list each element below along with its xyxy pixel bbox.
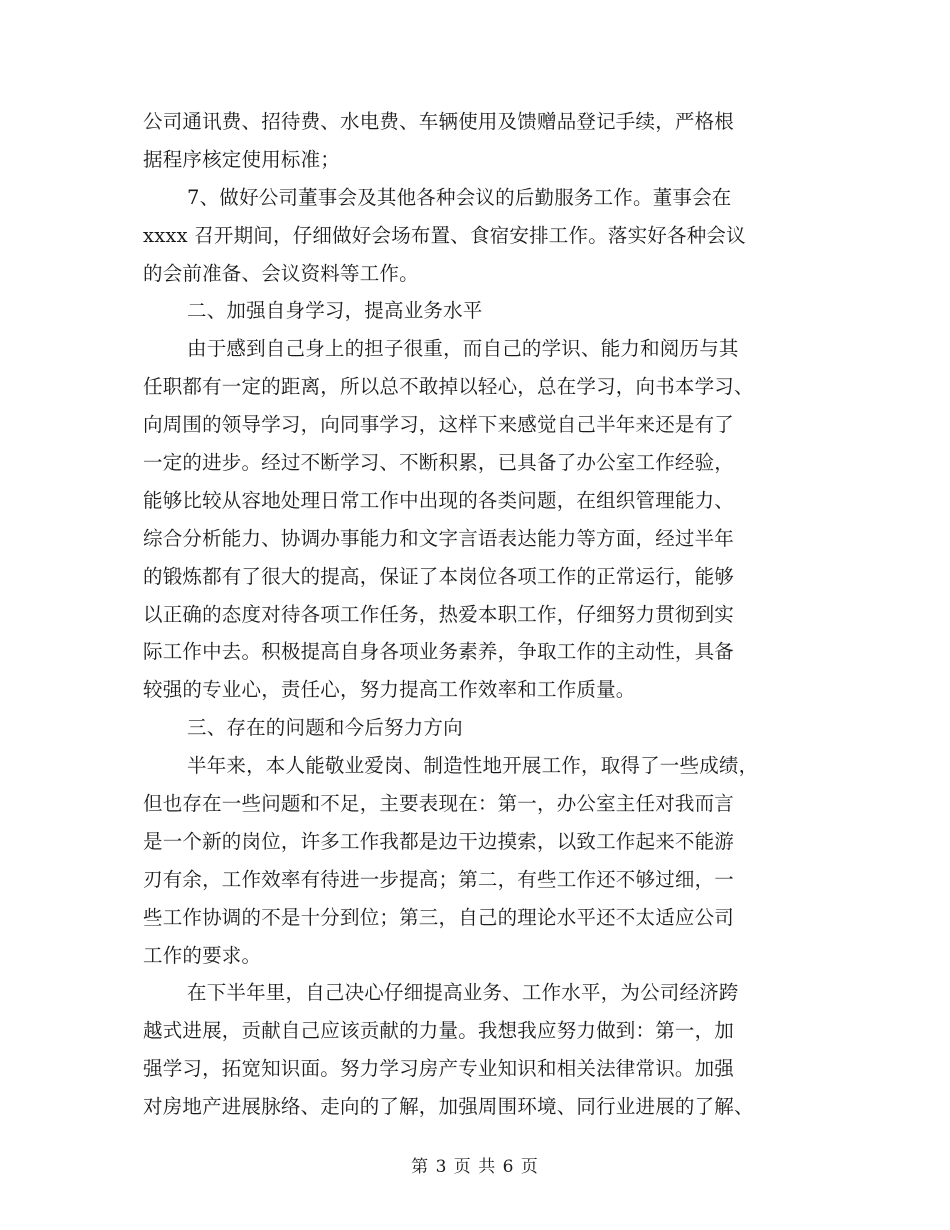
paragraph-start: 在下半年里，自己决心仔细提高业务、工作水平，为公司经济跨 — [187, 981, 739, 1005]
body-line: 一定的进步。经过不断学习、不断积累，已具备了办公室工作经验， — [143, 451, 735, 475]
body-line: 但也存在一些问题和不足，主要表现在：第一，办公室主任对我而言 — [143, 792, 735, 816]
list-item-7: 7、做好公司董事会及其他各种会议的后勤服务工作。董事会在 — [187, 185, 732, 209]
body-line: 综合分析能力、协调办事能力和文字言语表达能力等方面，经过半年 — [143, 526, 735, 550]
paragraph-start: 由于感到自己身上的担子很重，而自己的学识、能力和阅历与其 — [187, 337, 739, 361]
document-body — [143, 103, 803, 1126]
body-line: 以正确的态度对待各项工作任务，热爱本职工作，仔细努力贯彻到实 — [143, 602, 735, 626]
body-line: 强学习，拓宽知识面。努力学习房产专业知识和相关法律常识。加强 — [143, 1057, 735, 1081]
section-heading-3: 三、存在的问题和今后努力方向 — [187, 716, 463, 740]
body-line: 刃有余，工作效率有待进一步提高；第二，有些工作还不够过细，一 — [143, 867, 735, 891]
body-line: 较强的专业心，责任心，努力提高工作效率和工作质量。 — [143, 678, 636, 702]
body-line: 越式进展，贡献自己应该贡献的力量。我想我应努力做到：第一，加 — [143, 1019, 735, 1043]
body-line: 些工作协调的不是十分到位；第三，自己的理论水平还不太适应公司 — [143, 905, 735, 929]
body-line: xxxx 召开期间，仔细做好会场布置、食宿安排工作。落实好各种会议 — [143, 223, 746, 247]
body-line: 的会前准备、会议资料等工作。 — [143, 261, 419, 285]
body-line: 际工作中去。积极提高自身各项业务素养，争取工作的主动性，具备 — [143, 640, 735, 664]
body-line: 对房地产进展脉络、走向的了解，加强周围环境、同行业进展的了解、 — [143, 1095, 754, 1119]
paragraph-start: 半年来，本人能敬业爱岗、制造性地开展工作，取得了一些成绩， — [187, 754, 759, 778]
body-line: 的锻炼都有了很大的提高，保证了本岗位各项工作的正常运行，能够 — [143, 564, 735, 588]
section-heading-2: 二、加强自身学习，提高业务水平 — [187, 299, 483, 323]
body-line: 公司通讯费、招待费、水电费、车辆使用及馈赠品登记手续，严格根 — [143, 110, 735, 133]
page-number-footer: 第 3 页 共 6 页 — [411, 1157, 539, 1177]
body-line: 工作的要求。 — [143, 943, 262, 967]
body-line: 能够比较从容地处理日常工作中出现的各类问题，在组织管理能力、 — [143, 488, 735, 512]
body-line: 任职都有一定的距离，所以总不敢掉以轻心，总在学习，向书本学习、 — [143, 375, 754, 399]
body-line: 向周围的领导学习，向同事学习，这样下来感觉自己半年来还是有了 — [143, 413, 735, 437]
body-line: 据程序核定使用标准； — [143, 147, 341, 171]
body-line: 是一个新的岗位，许多工作我都是边干边摸索，以致工作起来不能游 — [143, 829, 735, 853]
